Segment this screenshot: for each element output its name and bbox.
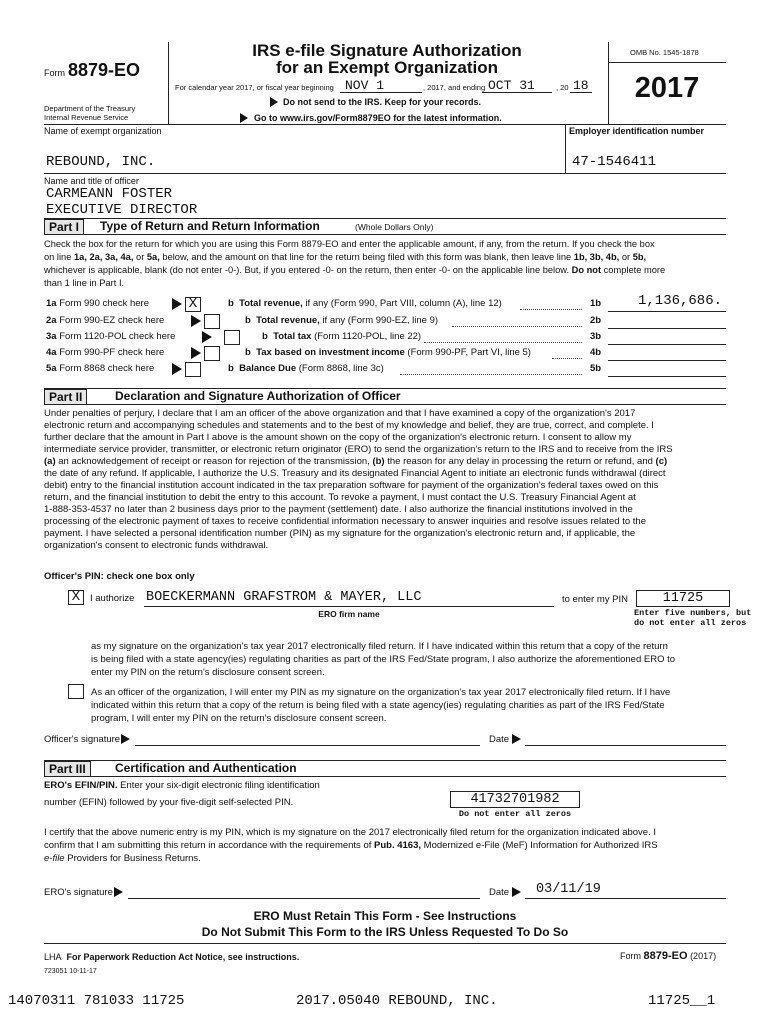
total-revenue-990[interactable]: 1,136,686. — [637, 293, 722, 309]
officer-label: Name and title of officer — [44, 176, 139, 186]
arrow-icon — [191, 315, 201, 327]
declaration-line-9: 1-888-353-4537 no later than 2 business days prior to the payment (settlement) date. I also authorize the financial institutions involved in the — [44, 504, 633, 515]
org-name-label: Name of exempt organization — [44, 126, 162, 136]
line-1b-desc: b Total revenue, if any (Form 990, Part VIII, column (A), line 12) — [228, 298, 502, 309]
form-990pf-checkbox[interactable] — [204, 346, 220, 361]
line-4b-ref: 4b — [590, 347, 602, 358]
option1-text-2: is being filed with a state agency(ies) regulating charities as part of the IRS Fed/State program, I also authorize the aforementioned ERO to — [91, 654, 676, 665]
pin-note-1: Enter five numbers, but — [634, 608, 752, 618]
officer-pin-box[interactable]: 11725 — [636, 590, 730, 607]
declaration-line-10: processing of the electronic payment of taxes to receive confidential information necessary to answer inquiries and resolve issues related to the — [44, 516, 646, 527]
org-name[interactable]: REBOUND, INC. — [46, 154, 156, 170]
software-id-right: 11725__1 — [648, 993, 716, 1009]
form-990-checkbox[interactable]: X — [185, 297, 201, 312]
period-prefix: For calendar year 2017, or fiscal year beginning — [175, 83, 334, 92]
ero-date-value[interactable]: 03/11/19 — [536, 882, 601, 897]
arrow-icon — [191, 347, 201, 359]
line-2a: 2a Form 990-EZ check here — [46, 315, 165, 326]
officer-enters-pin-checkbox[interactable] — [68, 684, 84, 699]
authorize-label: I authorize — [90, 593, 135, 604]
part1-intro-3: whichever is applicable, blank (do not enter -0-). But, if you entered -0- on the return, then enter -0- on the applicable line below. Do not complete more — [44, 265, 666, 275]
form-990ez-checkbox[interactable] — [204, 314, 220, 329]
line-3b-ref: 3b — [590, 331, 602, 342]
efin-pin-box[interactable]: 41732701982 — [450, 791, 580, 808]
omb-number: OMB No. 1545-1878 — [630, 48, 699, 57]
option2-text-3: program, I will enter my PIN on the return's disclosure consent screen. — [91, 713, 387, 724]
certification-line-2: confirm that I am submitting this return in accordance with the requirements of Pub. 4163, Modernized e-File (MeF) Information for Authorized IRS — [44, 840, 658, 851]
form-title-line1: IRS e-file Signature Authorization — [252, 41, 522, 60]
line-5a: 5a Form 8868 check here — [46, 363, 155, 374]
efin-instruction-2: number (EFIN) followed by your five-digit self-selected PIN. — [44, 797, 294, 808]
declaration-line-4: intermediate service provider, transmitter, or electronic return originator (ERO) to send the organization's return to the IRS and to receive from the IRS — [44, 444, 673, 455]
part1-intro-2: on line 1a, 2a, 3a, 4a, or 5a, below, and the amount on that line for the return being filed with this form was blank, then leave line 1b, 3b, 4b, or 5b, — [44, 252, 647, 262]
certification-line-1: I certify that the above numeric entry is my PIN, which is my signature on the 2017 electronically filed return for the organization indicated above. I — [44, 827, 657, 838]
part2-tag: Part II — [44, 389, 87, 405]
form-label: Form — [44, 68, 65, 78]
pin-note-2: do not enter all zeros — [634, 618, 747, 628]
officer-signature-line[interactable] — [135, 745, 480, 746]
part1-tag: Part I — [44, 219, 84, 235]
line-3b-desc: b Total tax (Form 1120-POL, line 22) — [262, 331, 422, 342]
declaration-line-2: electronic return and accompanying schedules and statements and to the best of my knowledge and belief, they are true, correct, and complete. I — [44, 420, 654, 431]
line-1b-ref: 1b — [590, 298, 602, 309]
line-5b-desc: b Balance Due (Form 8868, line 3c) — [228, 363, 384, 374]
officer-signature-label: Officer's signature — [44, 734, 121, 745]
officer-title[interactable]: EXECUTIVE DIRECTOR — [46, 202, 198, 218]
ero-signature-line[interactable] — [128, 898, 480, 899]
do-not-submit-notice: Do Not Submit This Form to the IRS Unless Requested To Do So — [201, 925, 569, 939]
form-1120pol-checkbox[interactable] — [224, 330, 240, 345]
arrow-icon — [114, 887, 123, 897]
certification-line-3: e-file Providers for Business Returns. — [44, 853, 201, 864]
part1-title: Type of Return and Return Information — [100, 219, 320, 233]
line-2b-ref: 2b — [590, 315, 602, 326]
software-id-mid: 2017.05040 REBOUND, INC. — [296, 993, 498, 1009]
declaration-line-3: further declare that the amount in Part I above is the amount shown on the copy of the organization's electronic return. I consent to allow my — [44, 432, 632, 443]
pin-heading: Officer's PIN: check one box only — [44, 571, 195, 582]
software-id-left: 14070311 781033 11725 — [8, 993, 185, 1009]
ero-firm-name[interactable]: BOECKERMANN GRAFSTROM & MAYER, LLC — [146, 590, 422, 605]
declaration-line-6: the date of any refund. If applicable, I authorize the U.S. Treasury and its designated Financial Agent to initiate an electronic funds withdrawal (direct — [44, 468, 666, 479]
line-5b-ref: 5b — [590, 363, 602, 374]
ein-value[interactable]: 47-1546411 — [572, 154, 657, 170]
arrow-icon — [172, 363, 182, 375]
period-year-prefix: , 20 — [556, 83, 569, 92]
period-year[interactable]: 18 — [573, 78, 589, 93]
instruction-website: Go to www.irs.gov/Form8879EO for the latest information. — [254, 113, 502, 123]
form-code: 723051 10-11-17 — [44, 968, 97, 975]
irs-label: Internal Revenue Service — [44, 113, 129, 122]
declaration-line-5: (a) an acknowledgement of receipt or reason for rejection of the transmission, (b) the reason for any delay in processing the return or refund, and (c) — [44, 456, 668, 467]
option1-text-1: as my signature on the organization's tax year 2017 electronically filed return. If I have indicated within this return that a copy of the return — [91, 641, 668, 652]
option1-text-3: enter my PIN on the return's disclosure consent screen. — [91, 667, 325, 678]
part3-title: Certification and Authentication — [115, 761, 297, 775]
arrow-icon — [512, 887, 521, 897]
period-end[interactable]: OCT 31 — [488, 78, 535, 93]
arrow-icon — [121, 734, 130, 744]
period-begin[interactable]: NOV 1 — [345, 78, 385, 93]
officer-date-line[interactable] — [525, 745, 726, 746]
tax-year: 2017 — [634, 72, 700, 104]
to-enter-pin-label: to enter my PIN — [562, 594, 628, 605]
line-4a: 4a Form 990-PF check here — [46, 347, 165, 358]
declaration-line-11: payment. I have selected a personal identification number (PIN) as my signature for the organization's electronic return and, if applicable, the — [44, 528, 636, 539]
line-2b-desc: b Total revenue, if any (Form 990-EZ, line 9) — [245, 315, 439, 326]
declaration-line-12: organization's consent to electronic funds withdrawal. — [44, 540, 269, 551]
authorize-ero-checkbox[interactable]: X — [68, 590, 84, 605]
part3-tag: Part III — [44, 761, 91, 777]
declaration-line-1: Under penalties of perjury, I declare that I am an officer of the above organization and that I have examined a copy of the organization's 2017 — [44, 408, 636, 419]
officer-name[interactable]: CARMEANN FOSTER — [46, 186, 173, 202]
efin-instruction-1: ERO's EFIN/PIN. Enter your six-digit electronic filing identification — [44, 780, 320, 791]
ero-date-label: Date — [489, 887, 510, 898]
part1-intro-4: than 1 line in Part I. — [44, 278, 125, 288]
declaration-line-8: return, and the financial institution to debit the entry to this account. To revoke a payment, I must contact the U.S. Treasury Financial Agent at — [44, 492, 636, 503]
declaration-line-7: debit) entry to the financial institution account indicated in the tax preparation software for payment of the organization's federal taxes owed on this — [44, 480, 659, 491]
ero-firm-label: ERO firm name — [318, 609, 380, 619]
efin-note: Do not enter all zeros — [458, 809, 572, 819]
arrow-icon — [202, 331, 212, 343]
line-3a: 3a Form 1120-POL check here — [46, 331, 176, 342]
dept-treasury: Department of the Treasury — [44, 104, 136, 113]
part1-title-note: (Whole Dollars Only) — [355, 222, 434, 232]
ein-label: Employer identification number — [569, 126, 705, 136]
officer-date-label: Date — [489, 734, 510, 745]
arrow-icon — [270, 97, 278, 107]
form-8868-checkbox[interactable] — [185, 362, 201, 377]
form-title-line2: for an Exempt Organization — [276, 58, 498, 77]
arrow-icon — [172, 298, 182, 310]
option2-text-1: As an officer of the organization, I will enter my PIN as my signature on the organization's tax year 2017 electronically filed return. If I have — [91, 687, 671, 698]
arrow-icon — [512, 734, 521, 744]
arrow-icon — [240, 113, 248, 123]
line-4b-desc: b Tax based on investment income (Form 990-PF, Part VI, line 5) — [245, 347, 531, 358]
instruction-keep: Do not send to the IRS. Keep for your records. — [283, 97, 482, 107]
form-number: 8879-EO — [68, 60, 141, 80]
line-1a: 1a Form 990 check here — [46, 298, 149, 309]
lha-notice: LHA For Paperwork Reduction Act Notice, see instructions. — [44, 952, 300, 962]
part2-title: Declaration and Signature Authorization of Officer — [115, 389, 401, 403]
footer-form-id: Form 8879-EO (2017) — [620, 950, 717, 962]
part1-intro-1: Check the box for the return for which you are using this Form 8879-EO and enter the applicable amount, if any, from the return. If you check the box — [44, 239, 655, 249]
period-mid: , 2017, and ending — [423, 83, 486, 92]
ero-signature-label: ERO's signature — [44, 887, 113, 898]
retain-notice: ERO Must Retain This Form - See Instructions — [253, 909, 517, 923]
option2-text-2: indicated within this return that a copy of the return is being filed with a state agency(ies) regulating charities as part of the IRS Fed/State — [91, 700, 665, 711]
